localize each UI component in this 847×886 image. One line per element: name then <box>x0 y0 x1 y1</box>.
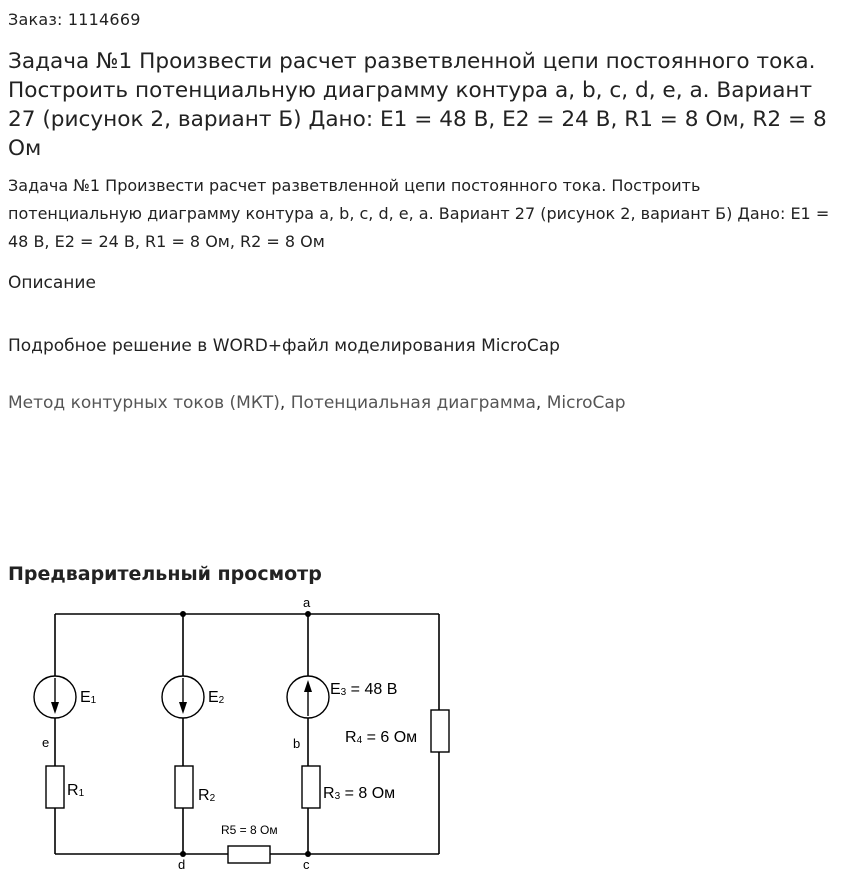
page-title: Задача №1 Произвести расчет разветвленной цепи постоянного тока. Построить потенциальную диаграмму контура a, b, c, d, e, a. Вариант 27 (рисунок 2, вариант Б) Дано: Е1 = 48 В, Е2 = 24 В, R1 = 8 Ом, R2 = 8 Ом <box>8 49 827 161</box>
node-label-b: b <box>293 736 301 751</box>
label-r4: R4 = 6 Ом <box>345 729 418 746</box>
label-r1: R1 <box>67 782 85 799</box>
label-e2: E2 <box>208 689 225 706</box>
node-label-a: a <box>303 595 311 610</box>
label-r5: R5 = 8 Ом <box>221 823 278 837</box>
node-label-c: c <box>303 857 310 872</box>
label-e1: E1 <box>80 689 97 706</box>
tag-separator: , <box>279 393 291 413</box>
tag-list <box>8 393 626 413</box>
node-dot <box>305 611 311 617</box>
resistor-r1 <box>46 766 64 808</box>
label-r2: R2 <box>198 787 216 804</box>
description-heading: Описание <box>8 273 96 293</box>
resistor-r2 <box>175 766 193 808</box>
circuit-preview-image <box>0 590 460 880</box>
tag-link-microcap[interactable]: MicroCap <box>546 393 626 413</box>
node-label-d: d <box>178 857 186 872</box>
label-r3: R3 = 8 Ом <box>323 785 396 802</box>
resistor-r3 <box>302 766 320 808</box>
tag-separator: , <box>535 393 547 413</box>
tag-link-mkt[interactable]: Метод контурных токов (МКТ) <box>8 393 280 413</box>
node-label-e: e <box>42 735 50 750</box>
tag-link-potential-diagram[interactable]: Потенциальная диаграмма <box>290 393 536 413</box>
preview-heading: Предварительный просмотр <box>8 563 322 585</box>
description-text: Подробное решение в WORD+файл моделирования MicroCap <box>8 336 560 356</box>
label-e3: E3 = 48 В <box>330 681 398 698</box>
order-number: Заказ: 1114669 <box>8 10 141 29</box>
resistor-r5 <box>228 846 270 863</box>
resistor-r4 <box>431 710 449 752</box>
node-dot <box>180 611 186 617</box>
task-summary: Задача №1 Произвести расчет разветвленной цепи постоянного тока. Построить потенциальную диаграмму контура a, b, c, d, e, a. Вариант 27 (рисунок 2, вариант Б) Дано: Е1 = 48 В, Е2 = 24 В, R1 = 8 Ом, R2 = 8 Ом <box>8 176 830 251</box>
